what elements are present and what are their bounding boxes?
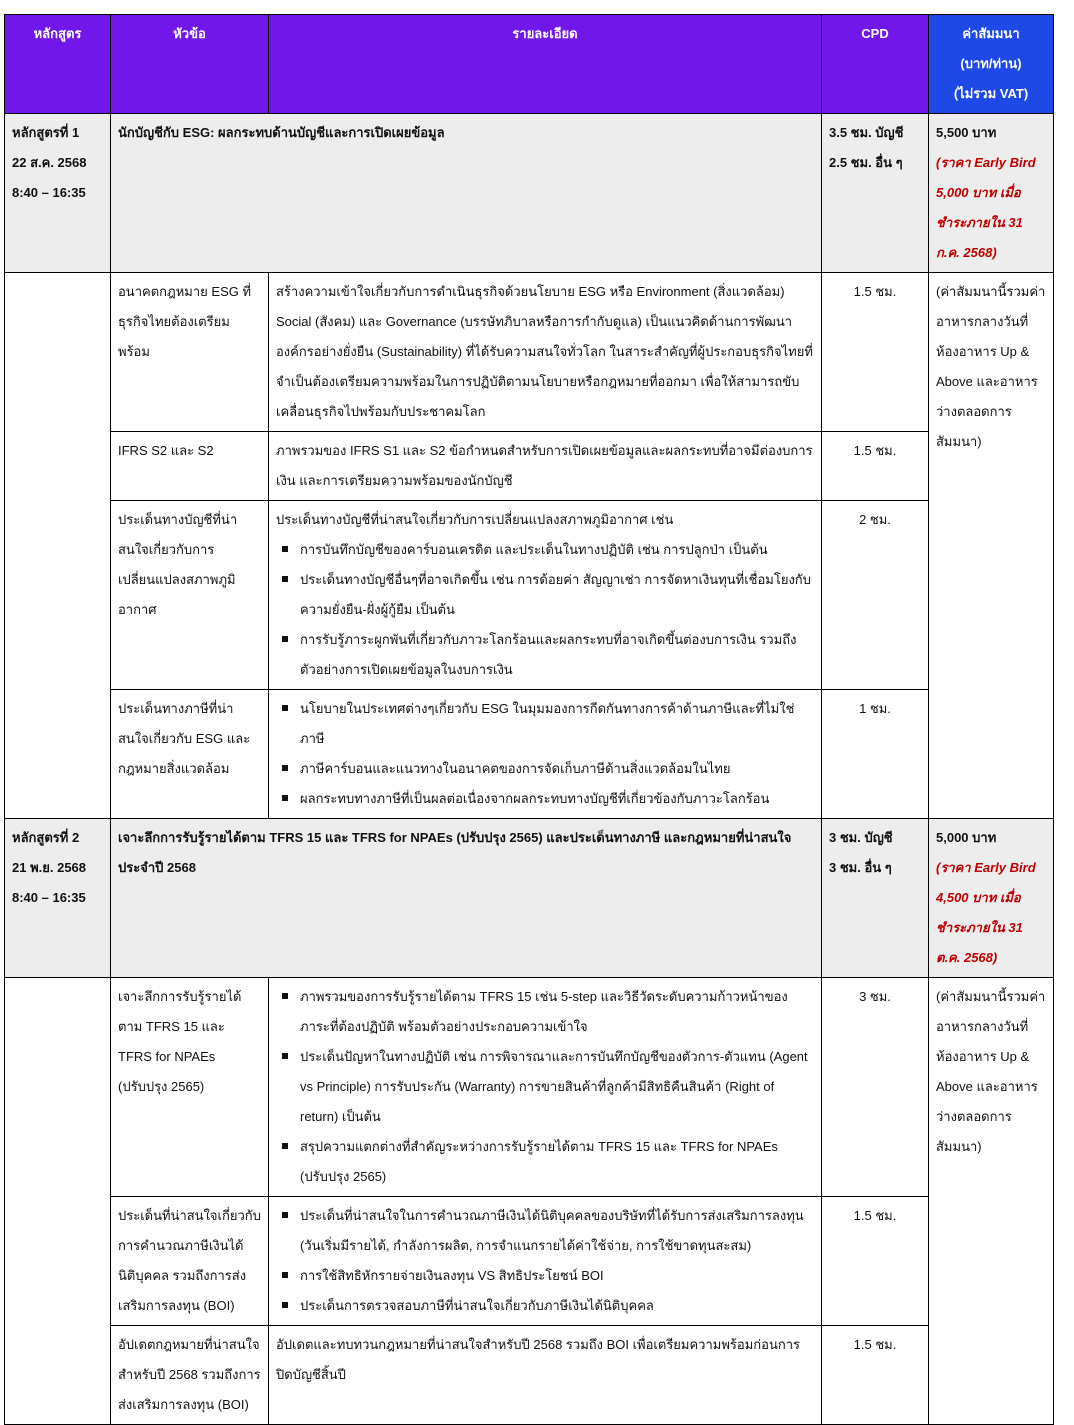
topic-bullet: ประเด็นที่น่าสนใจในการคำนวณภาษีเงินได้นิติบุคคลของบริษัทที่ได้รับการส่งเสริมการลงทุน (วันเริ่มมีรายได้, กำลังการผลิต, การจำแนกรายได้ค่าใช้จ่าย, การใช้ขาดทุนสะสม) [276,1201,814,1261]
topic-name: IFRS S2 และ S2 [111,432,269,501]
topic-details [269,501,822,690]
course-row [5,819,1054,978]
header-fee-line: (บาท/ท่าน) [960,56,1022,71]
course-blank-cell [5,273,111,819]
course-schedule-table [4,14,1054,1425]
topic-row [5,501,1054,690]
course-label-line: 8:40 – 16:35 [12,890,86,905]
topic-details [269,1326,822,1425]
topic-bullet-list [276,1201,814,1321]
header-course: หลักสูตร [5,15,111,114]
topic-row [5,978,1054,1197]
topic-cpd: 2 ชม. [822,501,929,690]
topic-bullet: ประเด็นทางบัญชีอื่นๆที่อาจเกิดขึ้น เช่น การด้อยค่า สัญญาเช่า การจัดหาเงินทุนที่เชื่อมโยงกับความยั่งยืน-ฝั่งผู้กู้ยืม เป็นต้น [276,565,814,625]
course-cpd [822,819,929,978]
topic-bullet: การใช้สิทธิหักรายจ่ายเงินลงทุน VS สิทธิประโยชน์ BOI [276,1261,814,1291]
header-topic: หัวข้อ [111,15,269,114]
topic-row [5,1326,1054,1425]
topic-bullet: ประเด็นการตรวจสอบภาษีที่น่าสนใจเกี่ยวกับภาษีเงินได้นิติบุคคล [276,1291,814,1321]
topic-bullet-list [276,535,814,685]
topic-cpd: 1.5 ชม. [822,1326,929,1425]
course-label [5,114,111,273]
topic-intro: ภาพรวมของ IFRS S1 และ S2 ข้อกำหนดสำหรับการเปิดเผยข้อมูลและผลกระทบที่อาจมีต่องบการเงิน และการเตรียมความพร้อมของนักบัญชี [276,443,813,488]
topic-bullet: สรุปความแตกต่างที่สำคัญระหว่างการรับรู้รายได้ตาม TFRS 15 และ TFRS for NPAEs (ปรับปรุง 2565) [276,1132,814,1192]
header-fee-line: (ไม่รวม VAT) [953,86,1029,101]
topic-name: ประเด็นที่น่าสนใจเกี่ยวกับการคำนวณภาษีเงินได้นิติบุคคล รวมถึงการส่งเสริมการลงทุน (BOI) [111,1197,269,1326]
topic-row [5,690,1054,819]
topic-details [269,432,822,501]
course-cpd-line: 3 ชม. อื่น ๆ [829,860,892,875]
course-label-line: หลักสูตรที่ 2 [12,830,80,845]
header-cpd: CPD [822,15,929,114]
topic-bullet: ภาพรวมของการรับรู้รายได้ตาม TFRS 15 เช่น 5-step และวิธีวัดระดับความก้าวหน้าของภาระที่ต้องปฏิบัติ พร้อมตัวอย่างประกอบความเข้าใจ [276,982,814,1042]
topic-details [269,273,822,432]
topic-intro: อัปเดตและทบทวนกฎหมายที่น่าสนใจสำหรับปี 2568 รวมถึง BOI เพื่อเตรียมความพร้อมก่อนการปิดบัญชีสิ้นปี [276,1337,800,1382]
topic-cpd: 1.5 ชม. [822,432,929,501]
topic-bullet-list [276,982,814,1192]
header-fee-line: ค่าสัมมนา [962,26,1020,41]
topic-bullet: การบันทึกบัญชีของคาร์บอนเครดิต และประเด็นในทางปฏิบัติ เช่น การปลูกป่า เป็นต้น [276,535,814,565]
course-cpd-line: 3 ชม. บัญชี [829,830,893,845]
topic-bullet-list [276,694,814,814]
topic-details [269,1197,822,1326]
fee-note: (ค่าสัมมนานี้รวมค่าอาหารกลางวันที่ห้องอาหาร Up & Above และอาหารว่างตลอดการสัมมนา) [929,273,1054,819]
course-fee-cell [929,819,1054,978]
topic-bullet: ผลกระทบทางภาษีที่เป็นผลต่อเนื่องจากผลกระทบทางบัญชีที่เกี่ยวข้องกับภาวะโลกร้อน [276,784,814,814]
topic-intro: ประเด็นทางบัญชีที่น่าสนใจเกี่ยวกับการเปลี่ยนแปลงสภาพภูมิอากาศ เช่น [276,512,674,527]
header-fee [929,15,1054,114]
topic-name: เจาะลึกการรับรู้รายได้ตาม TFRS 15 และ TFRS for NPAEs (ปรับปรุง 2565) [111,978,269,1197]
topic-cpd: 1 ชม. [822,690,929,819]
course-title: นักบัญชีกับ ESG: ผลกระทบด้านบัญชีและการเปิดเผยข้อมูล [111,114,822,273]
course-fee: 5,000 บาท [936,830,997,845]
topic-bullet: การรับรู้ภาระผูกพันที่เกี่ยวกับภาวะโลกร้อนและผลกระทบที่อาจเกิดขึ้นต่องบการเงิน รวมถึงตัวอย่างการเปิดเผยข้อมูลในงบการเงิน [276,625,814,685]
topic-name: อัปเดตกฎหมายที่น่าสนใจสำหรับปี 2568 รวมถึงการส่งเสริมการลงทุน (BOI) [111,1326,269,1425]
topic-bullet: ภาษีคาร์บอนและแนวทางในอนาคตของการจัดเก็บภาษีด้านสิ่งแวดล้อมในไทย [276,754,814,784]
topic-intro: สร้างความเข้าใจเกี่ยวกับการดำเนินธุรกิจด้วยนโยบาย ESG หรือ Environment (สิ่งแวดล้อม) Social (สังคม) และ Governance (บรรษัทภิบาลหรือการกำกับดูแล) เป็นแนวคิดด้านการพัฒนาองค์กรอย่างยั่งยืน (Sustainability) ที่ได้รับความสนใจทั่วโลก ในสาระสำคัญที่ผู้ประกอบธุรกิจไทยที่จำเป็นต้องเตรียมความพร้อมในการปฏิบัติตามนโยบายหรือกฎหมายที่ออกมา เพื่อให้สามารถขับเคลื่อนธุรกิจไปพร้อมกับประชาคมโลก [276,284,813,419]
topic-cpd: 1.5 ชม. [822,273,929,432]
course-fee: 5,500 บาท [936,125,997,140]
topic-name: ประเด็นทางภาษีที่น่าสนใจเกี่ยวกับ ESG และกฎหมายสิ่งแวดล้อม [111,690,269,819]
course-label-line: 8:40 – 16:35 [12,185,86,200]
course-cpd [822,114,929,273]
course-label-line: 21 พ.ย. 2568 [12,860,87,875]
course-fee-cell [929,114,1054,273]
topic-bullet: นโยบายในประเทศต่างๆเกี่ยวกับ ESG ในมุมมองการกีดกันทางการค้าด้านภาษีและที่ไม่ใช่ภาษี [276,694,814,754]
early-bird-price: (ราคา Early Bird 5,000 บาท เมื่อชำระภายใน 31 ก.ค. 2568) [936,155,1036,260]
course-row [5,114,1054,273]
course-blank-cell [5,978,111,1425]
course-cpd-line: 2.5 ชม. อื่น ๆ [829,155,903,170]
table-header-row [5,15,1054,114]
fee-note: (ค่าสัมมนานี้รวมค่าอาหารกลางวันที่ห้องอาหาร Up & Above และอาหารว่างตลอดการสัมมนา) [929,978,1054,1425]
course-cpd-line: 3.5 ชม. บัญชี [829,125,904,140]
early-bird-price: (ราคา Early Bird 4,500 บาท เมื่อชำระภายใน 31 ต.ค. 2568) [936,860,1036,965]
course-label-line: 22 ส.ค. 2568 [12,155,87,170]
header-details: รายละเอียด [269,15,822,114]
topic-details [269,690,822,819]
topic-row [5,432,1054,501]
topic-name: ประเด็นทางบัญชีที่น่าสนใจเกี่ยวกับการเปลี่ยนแปลงสภาพภูมิอากาศ [111,501,269,690]
topic-row [5,273,1054,432]
course-label [5,819,111,978]
topic-bullet: ประเด็นปัญหาในทางปฏิบัติ เช่น การพิจารณาและการบันทึกบัญชีของตัวการ-ตัวแทน (Agent vs Principle) การรับประกัน (Warranty) การขายสินค้าที่ลูกค้ามีสิทธิคืนสินค้า (Right of return) เป็นต้น [276,1042,814,1132]
course-label-line: หลักสูตรที่ 1 [12,125,80,140]
topic-cpd: 1.5 ชม. [822,1197,929,1326]
course-title: เจาะลึกการรับรู้รายได้ตาม TFRS 15 และ TFRS for NPAEs (ปรับปรุง 2565) และประเด็นทางภาษี และกฎหมายที่น่าสนใจ ประจำปี 2568 [111,819,822,978]
topic-name: อนาคตกฎหมาย ESG ที่ธุรกิจไทยต้องเตรียมพร้อม [111,273,269,432]
topic-cpd: 3 ชม. [822,978,929,1197]
topic-details [269,978,822,1197]
topic-row [5,1197,1054,1326]
